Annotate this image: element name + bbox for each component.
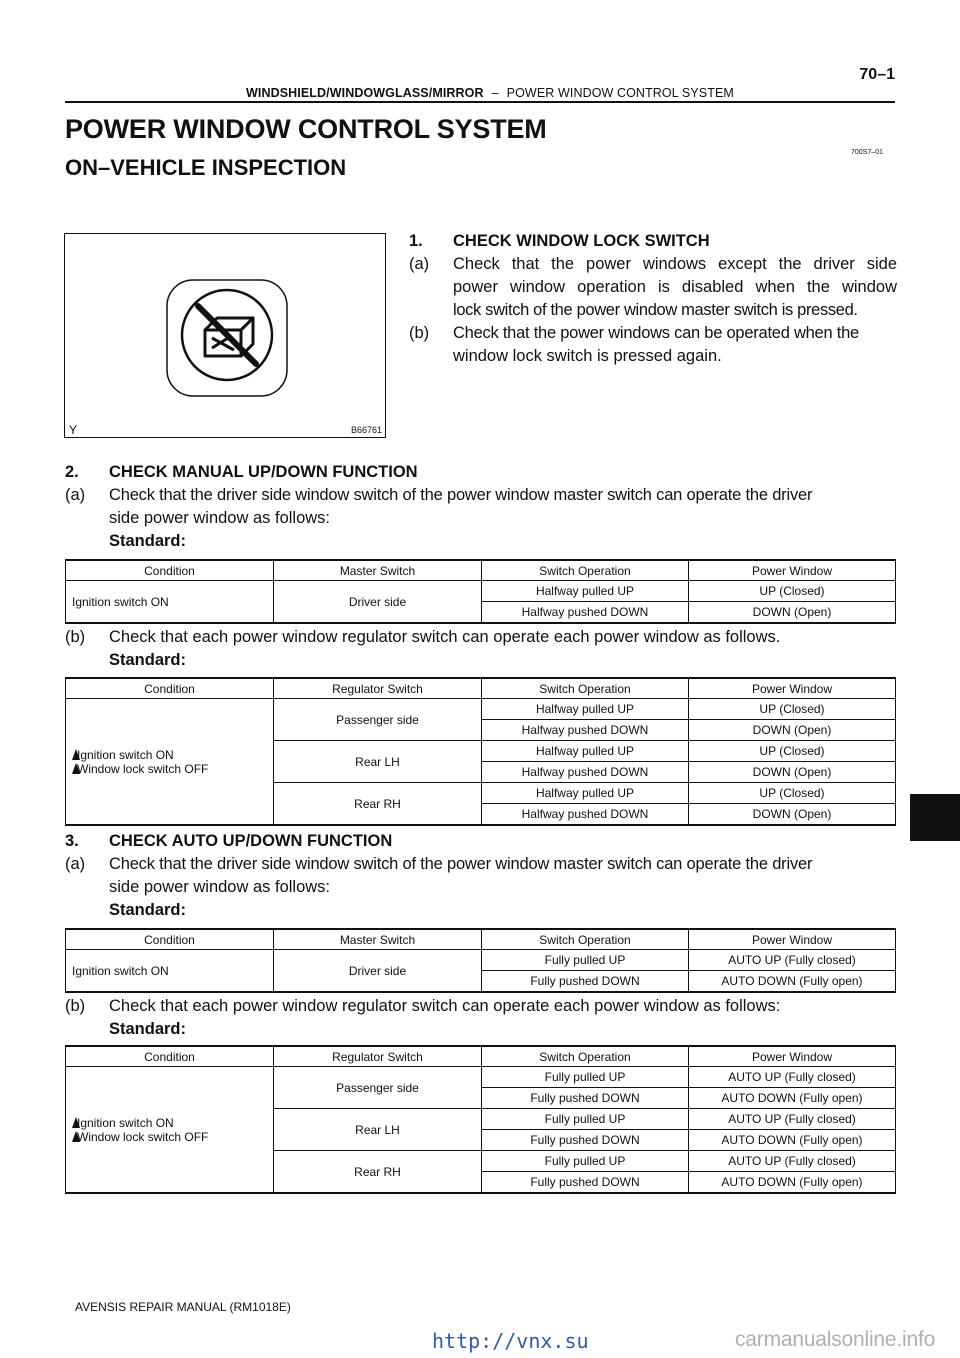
window-cell: DOWN (Open): [689, 602, 896, 624]
watermark-site: carmanualsonline.info: [735, 1328, 936, 1351]
condition-cell: [66, 1067, 274, 1194]
table-header-condition: Condition: [66, 929, 274, 950]
window-cell: UP (Closed): [689, 581, 896, 602]
step-2a-standard: Standard:: [109, 532, 187, 550]
operation-cell: Halfway pushed DOWN: [482, 762, 689, 783]
step-3a-label: (a): [65, 855, 86, 873]
table-header-condition: Condition: [66, 678, 274, 699]
step-3a-line-1: Check that the driver side window switch of the power window master switch can operate the driver: [109, 855, 813, 873]
table-header-switch: Regulator Switch: [274, 1046, 482, 1067]
switch-cell: Passenger side: [274, 699, 482, 741]
figure-corner-letter: Y: [69, 423, 78, 437]
step-3b: [65, 995, 897, 1041]
table-header-operation: Switch Operation: [482, 560, 689, 581]
step-3a-line-2: side power window as follows:: [109, 878, 331, 896]
step-2b-standard: Standard:: [109, 651, 187, 669]
window-cell: AUTO UP (Fully closed): [689, 1067, 896, 1088]
step-1b-line-1: Check that the power windows can be operated when the: [453, 324, 859, 342]
header-separator: –: [491, 86, 499, 100]
condition-line: Window lock switch OFF: [72, 762, 269, 776]
step-2a-line-1: Check that the driver side window switch of the power window master switch can operate the driver: [109, 486, 813, 504]
operation-cell: Halfway pulled UP: [482, 699, 689, 720]
step-2: [65, 461, 897, 553]
window-cell: UP (Closed): [689, 783, 896, 804]
operation-cell: Fully pulled UP: [482, 1109, 689, 1130]
condition-cell: [66, 699, 274, 826]
operation-cell: Fully pulled UP: [482, 1151, 689, 1172]
section-tab-marker: [910, 794, 960, 841]
operation-cell: Fully pulled UP: [482, 950, 689, 971]
operation-cell: Halfway pulled UP: [482, 783, 689, 804]
step-1-heading: [409, 230, 897, 253]
switch-cell: Rear LH: [274, 1109, 482, 1151]
step-1b: [409, 322, 897, 368]
switch-cell: Driver side: [274, 950, 482, 993]
window-cell: AUTO DOWN (Fully open): [689, 1088, 896, 1109]
step-1a-label: (a): [409, 255, 430, 273]
step-1-number: 1.: [409, 232, 423, 250]
operation-cell: Fully pushed DOWN: [482, 1172, 689, 1194]
step-3a-standard: Standard:: [109, 901, 187, 919]
header-section: WINDSHIELD/WINDOWGLASS/MIRROR: [246, 86, 484, 100]
step-2a-line-2: side power window as follows:: [109, 509, 331, 527]
window-lock-figure: [64, 233, 386, 438]
operation-cell: Halfway pushed DOWN: [482, 720, 689, 741]
table-header-window: Power Window: [689, 678, 896, 699]
switch-cell: Rear LH: [274, 741, 482, 783]
manual-master-switch-table: [65, 559, 896, 624]
operation-cell: Halfway pushed DOWN: [482, 804, 689, 826]
step-2a-label: (a): [65, 486, 86, 504]
window-cell: UP (Closed): [689, 741, 896, 762]
step-3-heading: [65, 830, 897, 853]
window-cell: AUTO UP (Fully closed): [689, 950, 896, 971]
step-2a: [65, 484, 897, 553]
step-1a-line-2: power window operation is disabled when the window: [453, 278, 897, 296]
table-header-window: Power Window: [689, 1046, 896, 1067]
step-3b-standard: Standard:: [109, 1020, 187, 1038]
page-number: 70–1: [859, 66, 895, 83]
step-1b-line-2: window lock switch is pressed again.: [453, 347, 722, 365]
auto-regulator-switch-table: [65, 1045, 896, 1194]
step-3b-label: (b): [65, 997, 86, 1015]
switch-cell: Rear RH: [274, 1151, 482, 1194]
window-cell: DOWN (Open): [689, 762, 896, 783]
window-cell: DOWN (Open): [689, 720, 896, 741]
condition-cell: Ignition switch ON: [66, 950, 274, 993]
table-header-operation: Switch Operation: [482, 929, 689, 950]
window-cell: DOWN (Open): [689, 804, 896, 826]
window-cell: AUTO DOWN (Fully open): [689, 971, 896, 993]
step-2-title: CHECK MANUAL UP/DOWN FUNCTION: [109, 463, 418, 481]
manual-regulator-switch-table: [65, 677, 896, 826]
window-cell: AUTO DOWN (Fully open): [689, 1172, 896, 1194]
running-header: [246, 86, 734, 100]
switch-cell: Driver side: [274, 581, 482, 624]
table-header-window: Power Window: [689, 560, 896, 581]
step-1: [409, 230, 897, 368]
window-cell: AUTO UP (Fully closed): [689, 1109, 896, 1130]
switch-cell: Passenger side: [274, 1067, 482, 1109]
window-cell: UP (Closed): [689, 699, 896, 720]
auto-master-switch-table: [65, 928, 896, 993]
condition-line: Ignition switch ON: [72, 748, 269, 762]
condition-line: Window lock switch OFF: [72, 1130, 269, 1144]
step-3b-text: Check that each power window regulator switch can operate each power window as follows:: [109, 997, 781, 1015]
step-1a-line-3: lock switch of the power window master switch is pressed.: [453, 301, 858, 319]
watermark-link[interactable]: http://vnx.su: [432, 1329, 589, 1353]
operation-cell: Fully pulled UP: [482, 1067, 689, 1088]
operation-cell: Fully pushed DOWN: [482, 971, 689, 993]
operation-cell: Fully pushed DOWN: [482, 1130, 689, 1151]
table-header-operation: Switch Operation: [482, 678, 689, 699]
step-3-title: CHECK AUTO UP/DOWN FUNCTION: [109, 832, 393, 850]
switch-cell: Rear RH: [274, 783, 482, 826]
figure-code: B66761: [351, 425, 383, 435]
operation-cell: Halfway pulled UP: [482, 741, 689, 762]
table-header-condition: Condition: [66, 1046, 274, 1067]
step-1b-label: (b): [409, 324, 430, 342]
step-2-number: 2.: [65, 463, 79, 481]
window-cell: AUTO DOWN (Fully open): [689, 1130, 896, 1151]
window-cell: AUTO UP (Fully closed): [689, 1151, 896, 1172]
header-subsection: POWER WINDOW CONTROL SYSTEM: [506, 86, 734, 100]
table-header-window: Power Window: [689, 929, 896, 950]
operation-cell: Halfway pulled UP: [482, 581, 689, 602]
header-rule: [65, 101, 895, 103]
window-lock-switch-icon: [65, 234, 384, 436]
table-header-switch: Master Switch: [274, 929, 482, 950]
step-2-heading: [65, 461, 897, 484]
step-3-number: 3.: [65, 832, 79, 850]
step-2b-text: Check that each power window regulator switch can operate each power window as follows.: [109, 628, 781, 646]
page-title: POWER WINDOW CONTROL SYSTEM: [65, 114, 547, 144]
table-header-switch: Regulator Switch: [274, 678, 482, 699]
step-3: [65, 830, 897, 922]
step-2b-label: (b): [65, 628, 86, 646]
reference-code: 700S7–01: [851, 149, 883, 156]
operation-cell: Halfway pushed DOWN: [482, 602, 689, 624]
step-1a-line-1: Check that the power windows except the driver side: [453, 255, 897, 273]
condition-line: Ignition switch ON: [72, 1116, 269, 1130]
table-header-condition: Condition: [66, 560, 274, 581]
step-3a: [65, 853, 897, 922]
page-subtitle: ON–VEHICLE INSPECTION: [65, 155, 347, 180]
step-1-title: CHECK WINDOW LOCK SWITCH: [453, 232, 710, 250]
condition-cell: Ignition switch ON: [66, 581, 274, 624]
page-footer: AVENSIS REPAIR MANUAL (RM1018E): [75, 1300, 291, 1314]
operation-cell: Fully pushed DOWN: [482, 1088, 689, 1109]
step-2b: [65, 626, 897, 672]
table-header-switch: Master Switch: [274, 560, 482, 581]
table-header-operation: Switch Operation: [482, 1046, 689, 1067]
